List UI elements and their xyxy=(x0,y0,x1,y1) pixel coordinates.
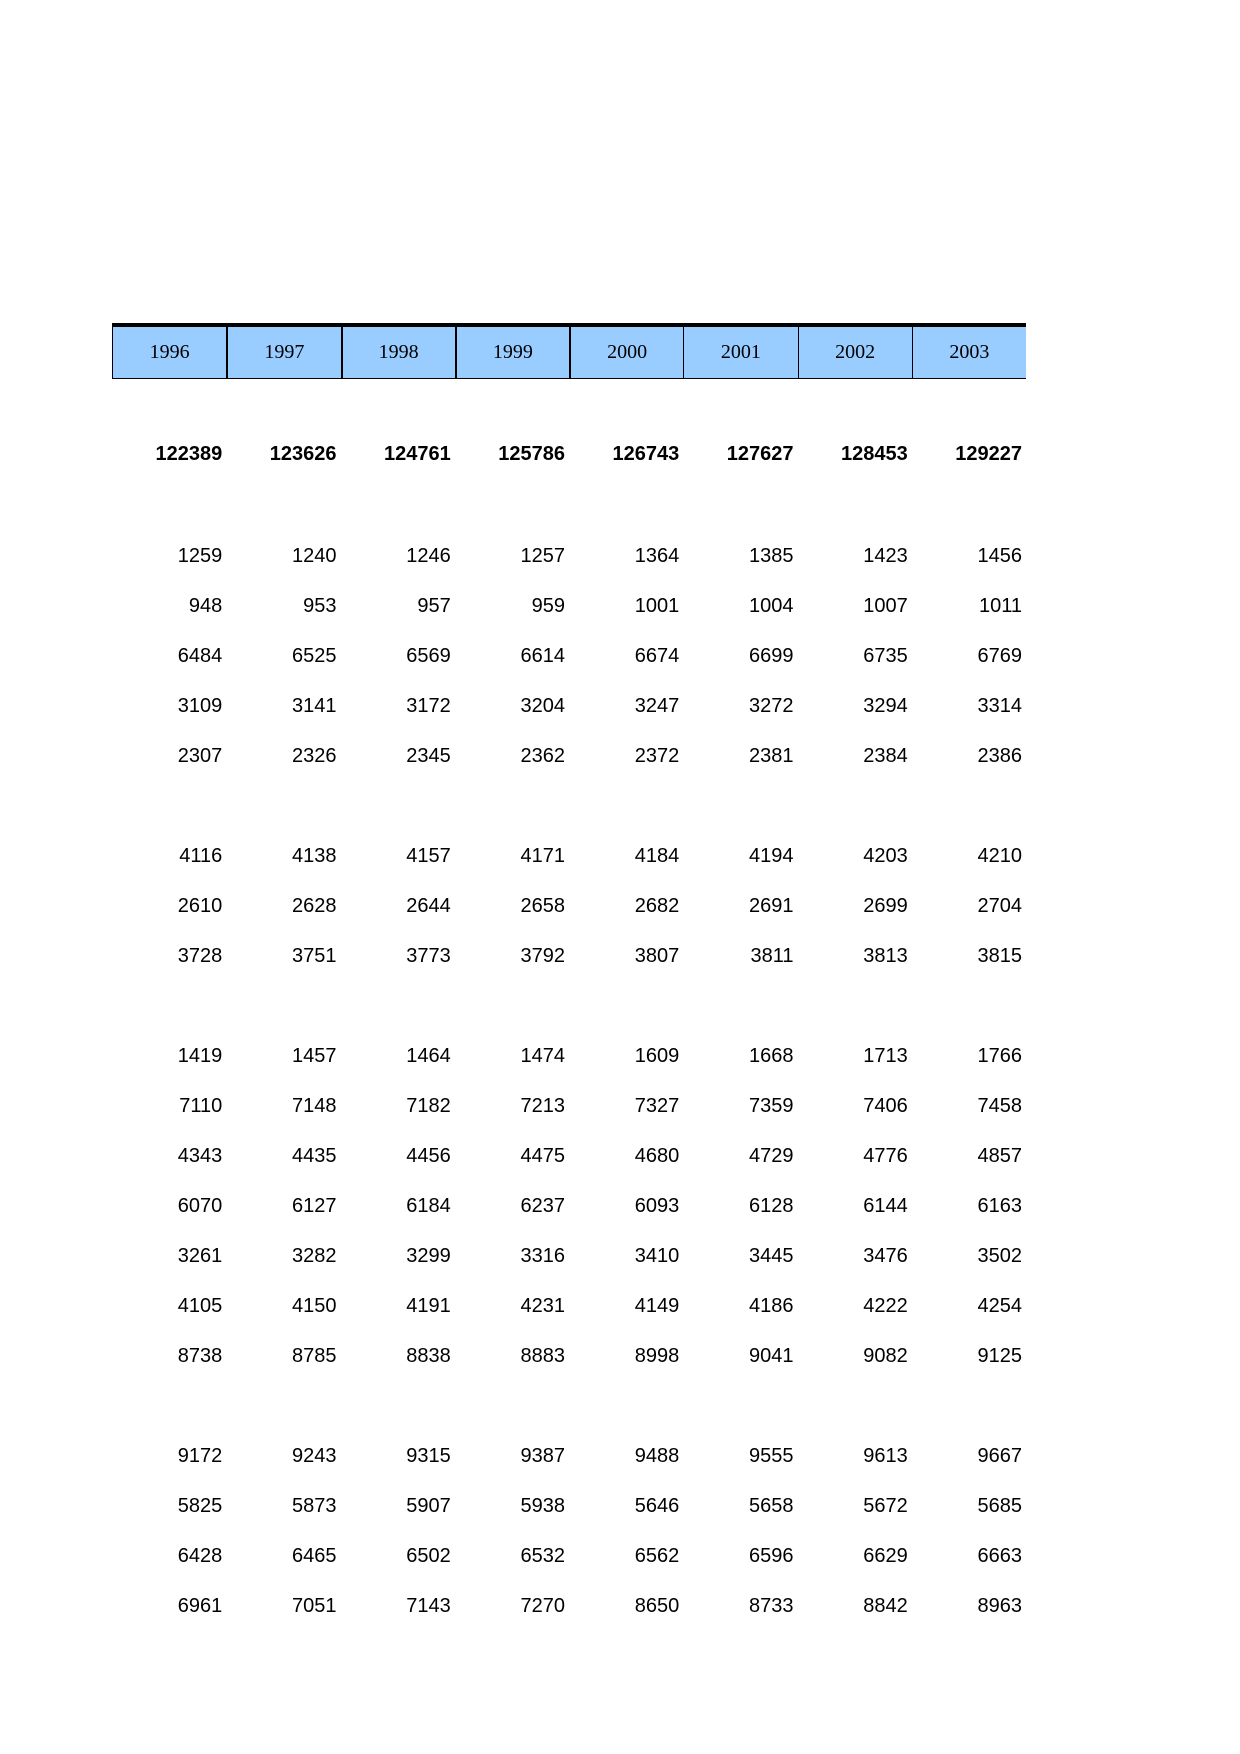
table-cell: 4435 xyxy=(292,1144,337,1167)
table-cell: 4203 xyxy=(863,844,908,867)
table-cell: 1257 xyxy=(520,544,565,567)
table-cell: 7458 xyxy=(977,1094,1022,1117)
table-cell: 9387 xyxy=(520,1444,565,1467)
row-gap xyxy=(112,781,1026,831)
table-cell: 4105 xyxy=(177,1294,223,1317)
table-cell: 2610 xyxy=(177,894,223,917)
table-cell: 8838 xyxy=(406,1344,451,1367)
table-cell: 6769 xyxy=(977,644,1022,667)
year-header-2000: 2000 xyxy=(569,327,683,378)
table-cell: 6532 xyxy=(520,1544,565,1567)
table-cell: 5658 xyxy=(749,1494,794,1517)
table-cell: 8733 xyxy=(749,1594,794,1617)
table-cell: 1766 xyxy=(977,1044,1022,1067)
table-cell: 9082 xyxy=(863,1344,908,1367)
table-cell: 1240 xyxy=(292,544,337,567)
year-header-1999: 1999 xyxy=(455,327,569,378)
table-cell: 4343 xyxy=(177,1144,223,1167)
table-cell: 3314 xyxy=(977,694,1022,717)
table-cell: 957 xyxy=(417,594,451,617)
table-cell: 9488 xyxy=(634,1444,680,1467)
table-cell: 2372 xyxy=(634,744,680,767)
table-cell: 4857 xyxy=(977,1144,1022,1167)
table-cell: 7051 xyxy=(292,1594,337,1617)
table-cell: 6699 xyxy=(749,644,794,667)
table-cell: 3294 xyxy=(863,694,908,717)
table-row xyxy=(112,1231,1026,1281)
table-cell: 7327 xyxy=(634,1094,680,1117)
table-row xyxy=(112,1481,1026,1531)
table-cell: 6674 xyxy=(634,644,680,667)
year-header-1996: 1996 xyxy=(112,327,226,378)
table-cell: 3204 xyxy=(520,694,565,717)
table-cell: 4456 xyxy=(406,1144,451,1167)
table-cell: 6144 xyxy=(863,1194,908,1217)
table-cell: 1423 xyxy=(863,544,908,567)
table-cell: 1246 xyxy=(406,544,451,567)
table-cell: 7182 xyxy=(406,1094,451,1117)
table-cell: 3247 xyxy=(634,694,680,717)
table-cell: 1007 xyxy=(863,594,908,617)
row-group-1 xyxy=(112,531,1026,781)
table-cell: 6184 xyxy=(406,1194,451,1217)
table-cell: 4116 xyxy=(179,844,223,867)
table-cell: 1011 xyxy=(978,594,1022,617)
table-cell: 6629 xyxy=(863,1544,908,1567)
table-cell: 2345 xyxy=(406,744,451,767)
table-cell: 3282 xyxy=(292,1244,337,1267)
table-cell: 6127 xyxy=(292,1194,337,1217)
table-cell: 6961 xyxy=(177,1594,223,1617)
table-cell: 6465 xyxy=(292,1544,337,1567)
table-row xyxy=(112,1281,1026,1331)
table-cell: 9125 xyxy=(977,1344,1022,1367)
table-cell: 2381 xyxy=(749,744,794,767)
table-cell: 5825 xyxy=(177,1494,223,1517)
table-row xyxy=(112,1531,1026,1581)
table-cell: 3316 xyxy=(520,1244,565,1267)
data-table xyxy=(112,323,1026,1631)
table-cell: 4475 xyxy=(520,1144,565,1167)
total-cell: 129227 xyxy=(955,442,1022,465)
table-cell: 3172 xyxy=(406,694,451,717)
table-cell: 2644 xyxy=(406,894,451,917)
table-row xyxy=(112,631,1026,681)
table-cell: 3410 xyxy=(634,1244,680,1267)
table-row xyxy=(112,1031,1026,1081)
table-cell: 3815 xyxy=(977,944,1022,967)
table-cell: 7406 xyxy=(863,1094,908,1117)
table-cell: 4231 xyxy=(520,1294,565,1317)
table-cell: 4138 xyxy=(292,844,337,867)
table-cell: 2362 xyxy=(520,744,565,767)
table-cell: 2658 xyxy=(520,894,565,917)
table-cell: 3811 xyxy=(750,944,794,967)
table-cell: 4729 xyxy=(749,1144,794,1167)
total-cell: 124761 xyxy=(384,442,451,465)
table-cell: 6596 xyxy=(749,1544,794,1567)
table-cell: 5646 xyxy=(634,1494,680,1517)
table-row xyxy=(112,1331,1026,1381)
table-cell: 5938 xyxy=(520,1494,565,1517)
table-cell: 4149 xyxy=(634,1294,680,1317)
table-cell: 1419 xyxy=(177,1044,223,1067)
row-gap xyxy=(112,1381,1026,1431)
table-cell: 6128 xyxy=(749,1194,794,1217)
table-cell: 6735 xyxy=(863,644,908,667)
table-cell: 7143 xyxy=(406,1594,451,1617)
table-cell: 7213 xyxy=(520,1094,565,1117)
table-row xyxy=(112,1081,1026,1131)
table-cell: 8883 xyxy=(520,1344,565,1367)
table-cell: 6562 xyxy=(634,1544,680,1567)
table-cell: 2682 xyxy=(634,894,680,917)
table-cell: 2699 xyxy=(863,894,908,917)
row-group-3 xyxy=(112,1031,1026,1381)
table-cell: 8785 xyxy=(292,1344,337,1367)
year-header-2003: 2003 xyxy=(912,327,1026,378)
table-cell: 9555 xyxy=(749,1444,794,1467)
table-cell: 6614 xyxy=(520,644,565,667)
table-cell: 3272 xyxy=(749,694,794,717)
table-cell: 3751 xyxy=(292,944,337,967)
table-cell: 4222 xyxy=(863,1294,908,1317)
table-cell: 9243 xyxy=(292,1444,337,1467)
table-cell: 3476 xyxy=(863,1244,908,1267)
table-cell: 4157 xyxy=(406,844,451,867)
table-cell: 9315 xyxy=(406,1444,451,1467)
table-cell: 3109 xyxy=(177,694,223,717)
table-row xyxy=(112,581,1026,631)
year-header-1997: 1997 xyxy=(226,327,340,378)
table-cell: 4254 xyxy=(977,1294,1022,1317)
table-cell: 7110 xyxy=(179,1094,223,1117)
table-cell: 8998 xyxy=(634,1344,680,1367)
year-header-2002: 2002 xyxy=(798,327,912,378)
table-cell: 8842 xyxy=(863,1594,908,1617)
table-cell: 6237 xyxy=(520,1194,565,1217)
table-cell: 9667 xyxy=(977,1444,1022,1467)
table-cell: 4171 xyxy=(520,844,565,867)
total-cell: 125786 xyxy=(498,442,565,465)
table-cell: 3445 xyxy=(749,1244,794,1267)
table-row xyxy=(112,731,1026,781)
table-cell: 8650 xyxy=(634,1594,680,1617)
table-cell: 9041 xyxy=(749,1344,794,1367)
table-cell: 3141 xyxy=(292,694,337,717)
table-cell: 4184 xyxy=(634,844,680,867)
table-cell: 959 xyxy=(531,594,565,617)
table-cell: 2386 xyxy=(977,744,1022,767)
table-cell: 5907 xyxy=(406,1494,451,1517)
table-cell: 1001 xyxy=(634,594,680,617)
table-cell: 5672 xyxy=(863,1494,908,1517)
table-cell: 4210 xyxy=(977,844,1022,867)
table-row xyxy=(112,1431,1026,1481)
row-group-2 xyxy=(112,831,1026,981)
table-cell: 4776 xyxy=(863,1144,908,1167)
table-cell: 7359 xyxy=(749,1094,794,1117)
table-cell: 1457 xyxy=(292,1044,337,1067)
table-cell: 4150 xyxy=(292,1294,337,1317)
table-cell: 6484 xyxy=(177,644,223,667)
table-cell: 5873 xyxy=(292,1494,337,1517)
table-cell: 2628 xyxy=(292,894,337,917)
table-row xyxy=(112,681,1026,731)
table-cell: 1004 xyxy=(749,594,794,617)
table-row xyxy=(112,1131,1026,1181)
row-group-4 xyxy=(112,1431,1026,1631)
table-cell: 6428 xyxy=(177,1544,223,1567)
table-cell: 953 xyxy=(303,594,337,617)
row-gap xyxy=(112,481,1026,531)
table-row xyxy=(112,931,1026,981)
table-row xyxy=(112,1181,1026,1231)
table-cell: 2704 xyxy=(977,894,1022,917)
row-gap xyxy=(112,981,1026,1031)
table-cell: 3807 xyxy=(634,944,680,967)
table-cell: 5685 xyxy=(977,1494,1022,1517)
table-cell: 1385 xyxy=(749,544,794,567)
table-cell: 948 xyxy=(188,594,223,617)
total-cell: 128453 xyxy=(841,442,908,465)
table-cell: 6093 xyxy=(634,1194,680,1217)
table-cell: 1364 xyxy=(634,544,680,567)
table-cell: 1609 xyxy=(634,1044,680,1067)
table-cell: 6163 xyxy=(977,1194,1022,1217)
year-header-2001: 2001 xyxy=(683,327,797,378)
table-cell: 6070 xyxy=(177,1194,223,1217)
table-row xyxy=(112,531,1026,581)
table-cell: 6502 xyxy=(406,1544,451,1567)
table-cell: 3502 xyxy=(977,1244,1022,1267)
table-cell: 1713 xyxy=(863,1044,908,1067)
table-cell: 4191 xyxy=(406,1294,451,1317)
table-cell: 4186 xyxy=(749,1294,794,1317)
table-cell: 3773 xyxy=(406,944,451,967)
total-cell: 123626 xyxy=(269,442,337,465)
table-cell: 3813 xyxy=(863,944,908,967)
table-cell: 3299 xyxy=(406,1244,451,1267)
table-cell: 1259 xyxy=(177,544,223,567)
table-cell: 2307 xyxy=(177,744,223,767)
table-cell: 8738 xyxy=(177,1344,223,1367)
table-cell: 1464 xyxy=(406,1044,451,1067)
total-row xyxy=(112,427,1026,481)
total-cell: 126743 xyxy=(612,442,680,465)
table-row xyxy=(112,1581,1026,1631)
table-row xyxy=(112,881,1026,931)
table-cell: 2384 xyxy=(863,744,908,767)
table-row xyxy=(112,831,1026,881)
table-cell: 3261 xyxy=(177,1244,223,1267)
table-cell: 3728 xyxy=(177,944,223,967)
table-cell: 4194 xyxy=(749,844,794,867)
year-header-row xyxy=(112,323,1026,379)
table-cell: 6525 xyxy=(292,644,337,667)
table-cell: 9172 xyxy=(177,1444,223,1467)
table-cell: 3792 xyxy=(520,944,565,967)
table-cell: 7270 xyxy=(520,1594,565,1617)
total-cell: 127627 xyxy=(726,442,794,465)
year-header-1998: 1998 xyxy=(341,327,455,378)
table-cell: 6569 xyxy=(406,644,451,667)
table-cell: 7148 xyxy=(292,1094,337,1117)
total-cell: 122389 xyxy=(155,442,223,465)
table-cell: 9613 xyxy=(863,1444,908,1467)
table-cell: 4680 xyxy=(634,1144,680,1167)
table-cell: 1474 xyxy=(520,1044,565,1067)
table-cell: 2326 xyxy=(292,744,337,767)
table-cell: 1668 xyxy=(749,1044,794,1067)
table-cell: 8963 xyxy=(977,1594,1022,1617)
table-cell: 6663 xyxy=(977,1544,1022,1567)
table-cell: 1456 xyxy=(977,544,1022,567)
table-cell: 2691 xyxy=(749,894,794,917)
